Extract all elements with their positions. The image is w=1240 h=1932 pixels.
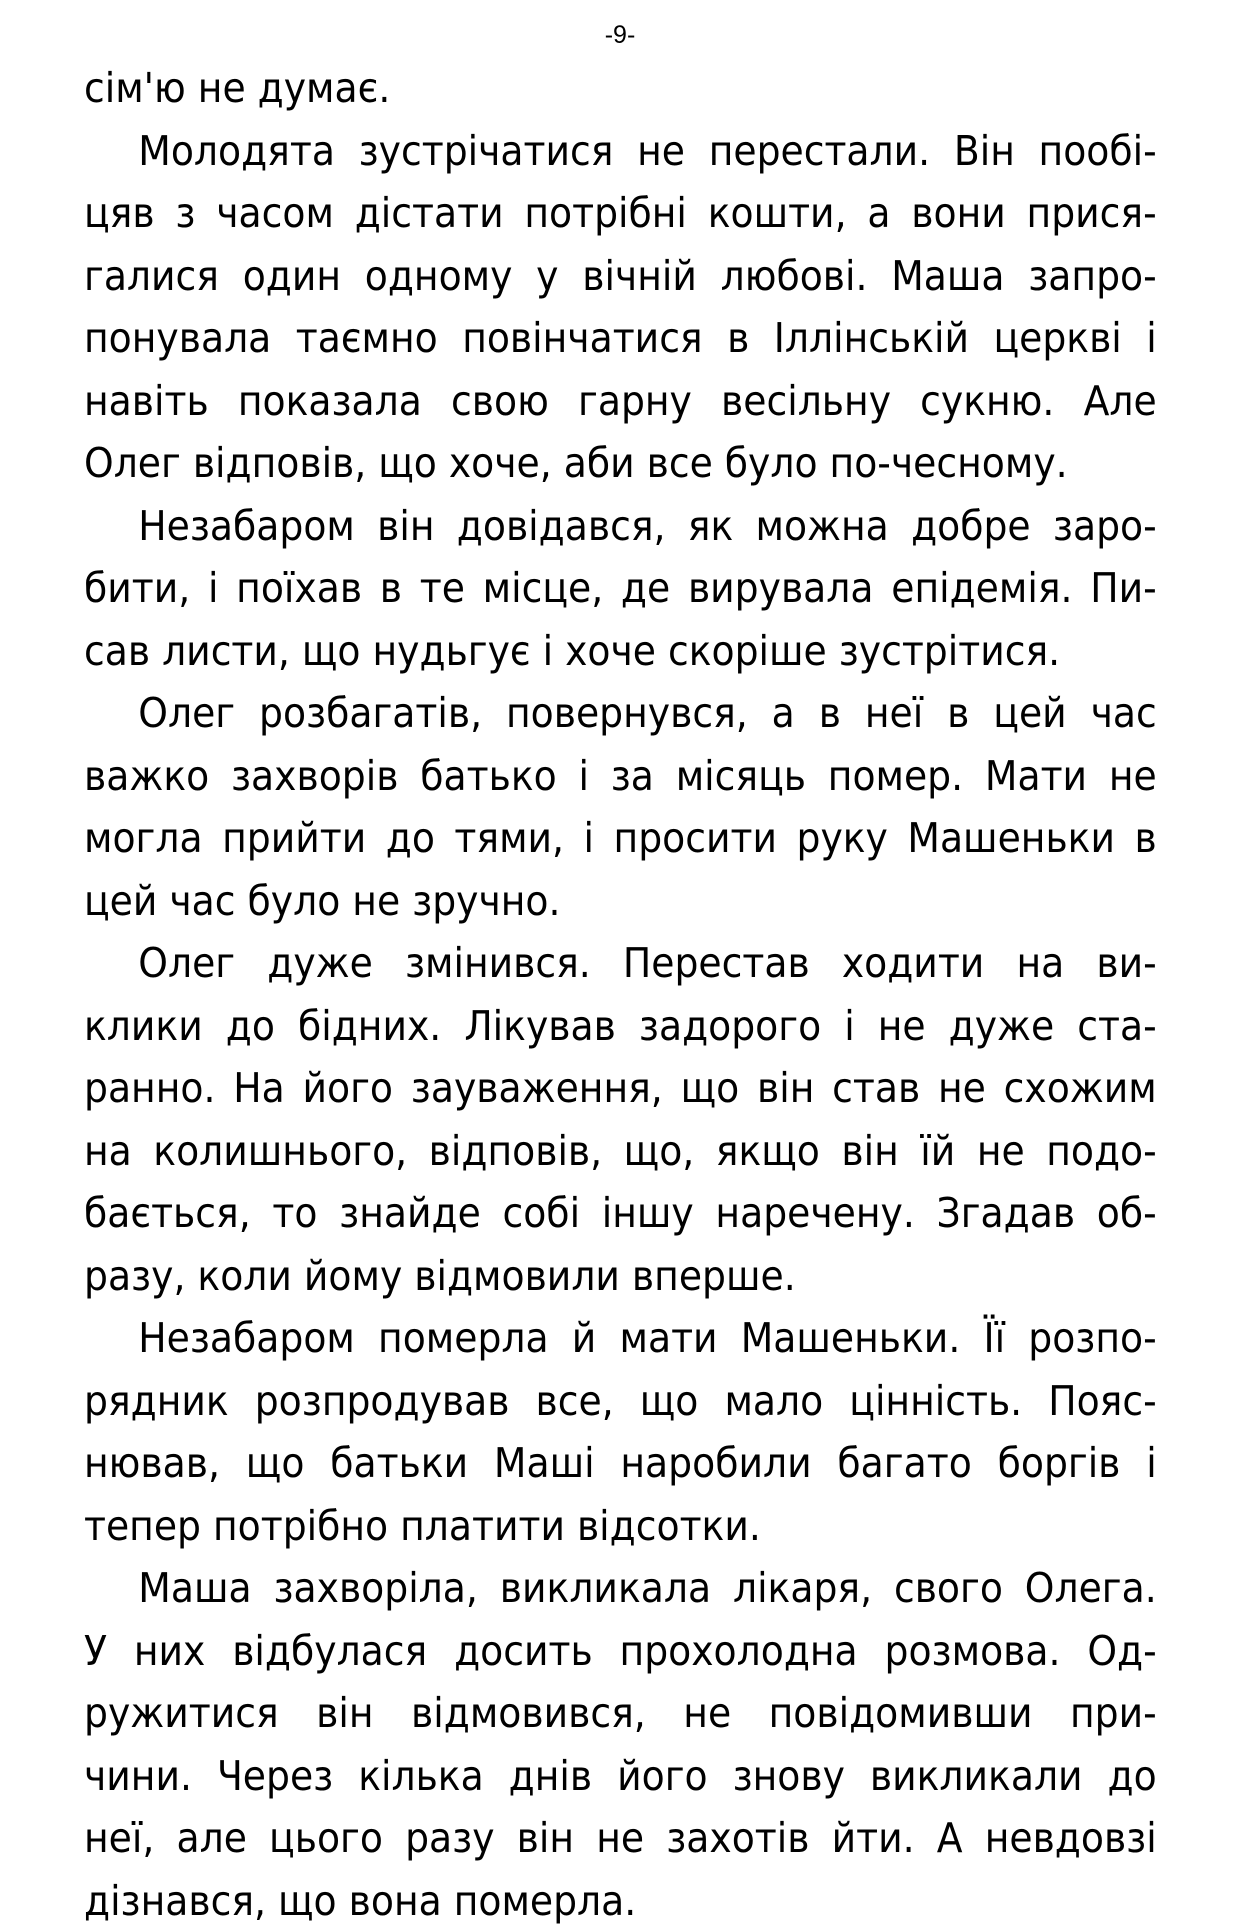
text-line: сім'ю не думає.	[84, 57, 1157, 120]
text-line: бити, і поїхав в те місце, де вирувала епідемія. Пи-	[84, 557, 1157, 620]
text-line: ранно. На його зауваження, що він став не схожим	[84, 1057, 1157, 1120]
text-line: тепер потрібно платити відсотки.	[84, 1495, 1157, 1558]
text-line: могла прийти до тями, і просити руку Машеньки в	[84, 807, 1157, 870]
text-line: навіть показала свою гарну весільну сукню. Але	[84, 370, 1157, 433]
body-text	[84, 57, 1157, 1932]
text-line: Незабаром померла й мати Машеньки. Її розпо-	[84, 1307, 1157, 1370]
text-line: ружитися він відмовився, не повідомивши при-	[84, 1682, 1157, 1745]
text-line: рядник розпродував все, що мало цінність. Пояс-	[84, 1370, 1157, 1433]
text-line: дізнався, що вона померла.	[84, 1870, 1157, 1932]
text-line: Олег відповів, що хоче, аби все було по-чесному.	[84, 432, 1157, 495]
text-line: понувала таємно повінчатися в Іллінській церкві і	[84, 307, 1157, 370]
text-line: У них відбулася досить прохолодна розмова. Од-	[84, 1620, 1157, 1683]
text-line: галися один одному у вічній любові. Маша запро-	[84, 245, 1157, 308]
text-line: сав листи, що нудьгує і хоче скоріше зустрітися.	[84, 620, 1157, 683]
text-line: цей час було не зручно.	[84, 870, 1157, 933]
text-line: бається, то знайде собі іншу наречену. Згадав об-	[84, 1182, 1157, 1245]
text-line: клики до бідних. Лікував задорого і не дуже ста-	[84, 995, 1157, 1058]
text-line: цяв з часом дістати потрібні кошти, а вони прися-	[84, 182, 1157, 245]
text-line: важко захворів батько і за місяць помер. Мати не	[84, 745, 1157, 808]
text-line: Молодята зустрічатися не перестали. Він пообі-	[84, 120, 1157, 183]
text-line: на колишнього, відповів, що, якщо він їй не подо-	[84, 1120, 1157, 1183]
text-line: разу, коли йому відмовили вперше.	[84, 1245, 1157, 1308]
text-line: нював, що батьки Маші наробили багато боргів і	[84, 1432, 1157, 1495]
text-line: неї, але цього разу він не захотів йти. А невдовзі	[84, 1807, 1157, 1870]
text-line: чини. Через кілька днів його знову викликали до	[84, 1745, 1157, 1808]
text-line: Незабаром він довідався, як можна добре заро-	[84, 495, 1157, 558]
text-line: Маша захворіла, викликала лікаря, свого Олега.	[84, 1557, 1157, 1620]
page-number: -9-	[0, 20, 1240, 50]
text-line: Олег дуже змінився. Перестав ходити на ви-	[84, 932, 1157, 995]
text-line: Олег розбагатів, повернувся, а в неї в цей час	[84, 682, 1157, 745]
